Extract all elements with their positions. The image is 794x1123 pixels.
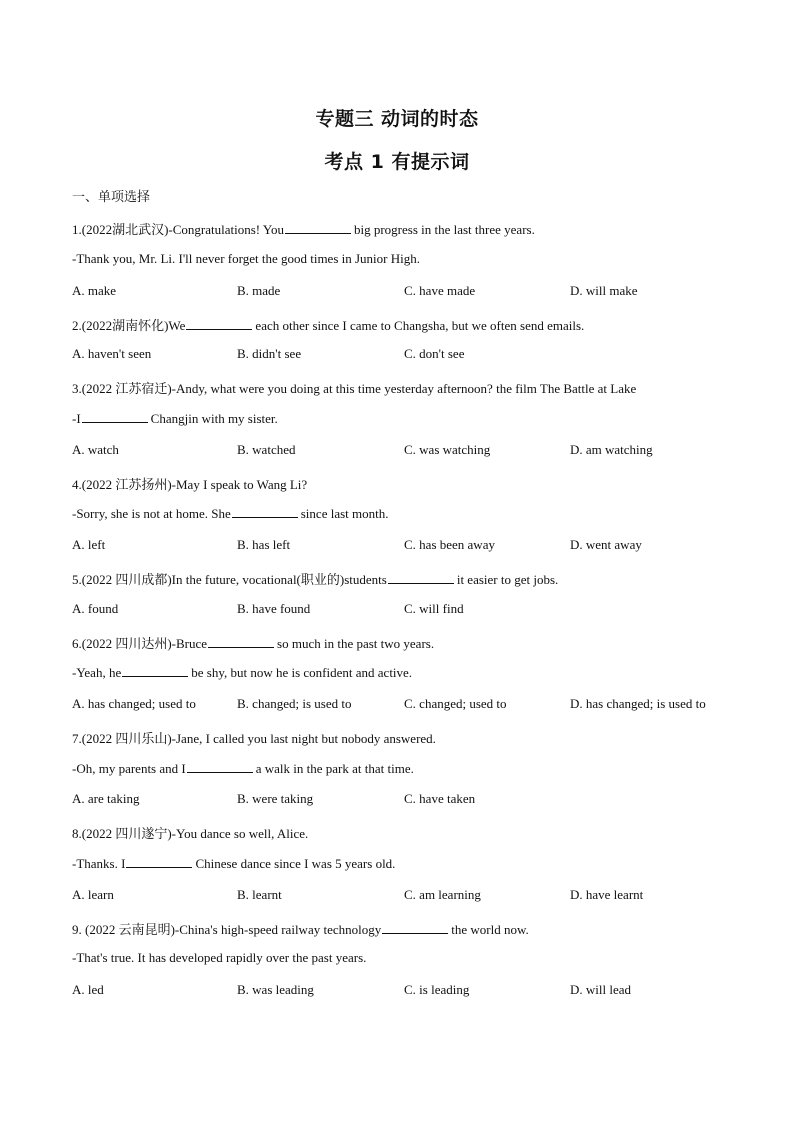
answer-blank bbox=[388, 571, 454, 584]
question-3-option-d: D. am watching bbox=[570, 442, 653, 457]
question-2-option-a: A. haven't seen bbox=[72, 346, 152, 361]
question-2-stem: 2.(2022湖南怀化)We each other since I came to Changsha, but we often send emails. bbox=[72, 318, 585, 333]
question-4-stem-2: -Sorry, she is not at home. She since last month. bbox=[72, 506, 389, 521]
question-6-reply: -Yeah, he be shy, but now he is confident and active. bbox=[72, 665, 413, 680]
question-2-option-c: C. don't see bbox=[404, 346, 465, 361]
question-1-option-c: C. have made bbox=[404, 283, 476, 298]
answer-blank bbox=[186, 317, 252, 330]
answer-blank bbox=[122, 664, 188, 677]
question-7-option-a: A. are taking bbox=[72, 791, 140, 806]
question-2-option-b: B. didn't see bbox=[237, 346, 302, 361]
question-1-option-d: D. will make bbox=[570, 283, 638, 298]
question-3-stem-2: -I Changjin with my sister. bbox=[72, 411, 278, 426]
question-6-option-b: B. changed; is used to bbox=[237, 696, 352, 711]
question-9-option-b: B. was leading bbox=[237, 982, 314, 997]
answer-blank bbox=[382, 921, 448, 934]
question-4-option-a: A. left bbox=[72, 537, 106, 552]
question-3-option-a: A. watch bbox=[72, 442, 119, 457]
answer-blank bbox=[285, 221, 351, 234]
question-6-option-d: D. has changed; is used to bbox=[570, 696, 706, 711]
question-1-stem: 1.(2022湖北武汉)-Congratulations! You big progress in the last three years. bbox=[72, 222, 535, 237]
question-7-stem: 7.(2022 四川乐山)-Jane, I called you last night but nobody answered. bbox=[72, 731, 436, 746]
question-3-stem: 3.(2022 江苏宿迁)-Andy, what were you doing at this time yesterday afternoon? the film The Battle at Lake bbox=[72, 381, 637, 396]
question-8-option-a: A. learn bbox=[72, 887, 114, 902]
answer-blank bbox=[82, 410, 148, 423]
question-5-option-b: B. have found bbox=[237, 601, 311, 616]
answer-blank bbox=[187, 760, 253, 773]
question-4-option-c: C. has been away bbox=[404, 537, 495, 552]
question-6-option-a: A. has changed; used to bbox=[72, 696, 196, 711]
question-4-option-b: B. has left bbox=[237, 537, 291, 552]
question-4-option-d: D. went away bbox=[570, 537, 642, 552]
question-8-option-d: D. have learnt bbox=[570, 887, 644, 902]
question-9-stem: 9. (2022 云南昆明)-China's high-speed railway technology the world now. bbox=[72, 922, 529, 937]
question-4-stem: 4.(2022 江苏扬州)-May I speak to Wang Li? bbox=[72, 477, 308, 492]
question-8-reply: -Thanks. I Chinese dance since I was 5 years old. bbox=[72, 856, 396, 871]
question-1-option-a: A. make bbox=[72, 283, 117, 298]
question-7-option-c: C. have taken bbox=[404, 791, 476, 806]
question-3-option-b: B. watched bbox=[237, 442, 296, 457]
section-heading: 一、单项选择 bbox=[72, 190, 151, 205]
question-1-reply: -Thank you, Mr. Li. I'll never forget the good times in Junior High. bbox=[72, 251, 420, 266]
question-6-option-c: C. changed; used to bbox=[404, 696, 507, 711]
question-5-option-a: A. found bbox=[72, 601, 119, 616]
page-title: 专题三 动词的时态 bbox=[315, 108, 479, 130]
question-8-option-c: C. am learning bbox=[404, 887, 481, 902]
question-7-reply: -Oh, my parents and I a walk in the park at that time. bbox=[72, 761, 414, 776]
question-5-option-c: C. will find bbox=[404, 601, 464, 616]
answer-blank bbox=[208, 635, 274, 648]
question-6-stem: 6.(2022 四川达州)-Bruce so much in the past two years. bbox=[72, 636, 435, 651]
question-8-stem: 8.(2022 四川遂宁)-You dance so well, Alice. bbox=[72, 826, 309, 841]
question-9-reply: -That's true. It has developed rapidly over the past years. bbox=[72, 950, 367, 965]
question-8-option-b: B. learnt bbox=[237, 887, 282, 902]
question-5-stem: 5.(2022 四川成都)In the future, vocational(职业的)students it easier to get jobs. bbox=[72, 572, 559, 587]
question-9-option-d: D. will lead bbox=[570, 982, 632, 997]
page-subtitle: 考点 1 有提示词 bbox=[324, 151, 470, 173]
question-7-option-b: B. were taking bbox=[237, 791, 314, 806]
question-9-option-a: A. led bbox=[72, 982, 104, 997]
question-9-option-c: C. is leading bbox=[404, 982, 470, 997]
answer-blank bbox=[126, 855, 192, 868]
question-3-option-c: C. was watching bbox=[404, 442, 491, 457]
answer-blank bbox=[232, 505, 298, 518]
question-1-option-b: B. made bbox=[237, 283, 281, 298]
